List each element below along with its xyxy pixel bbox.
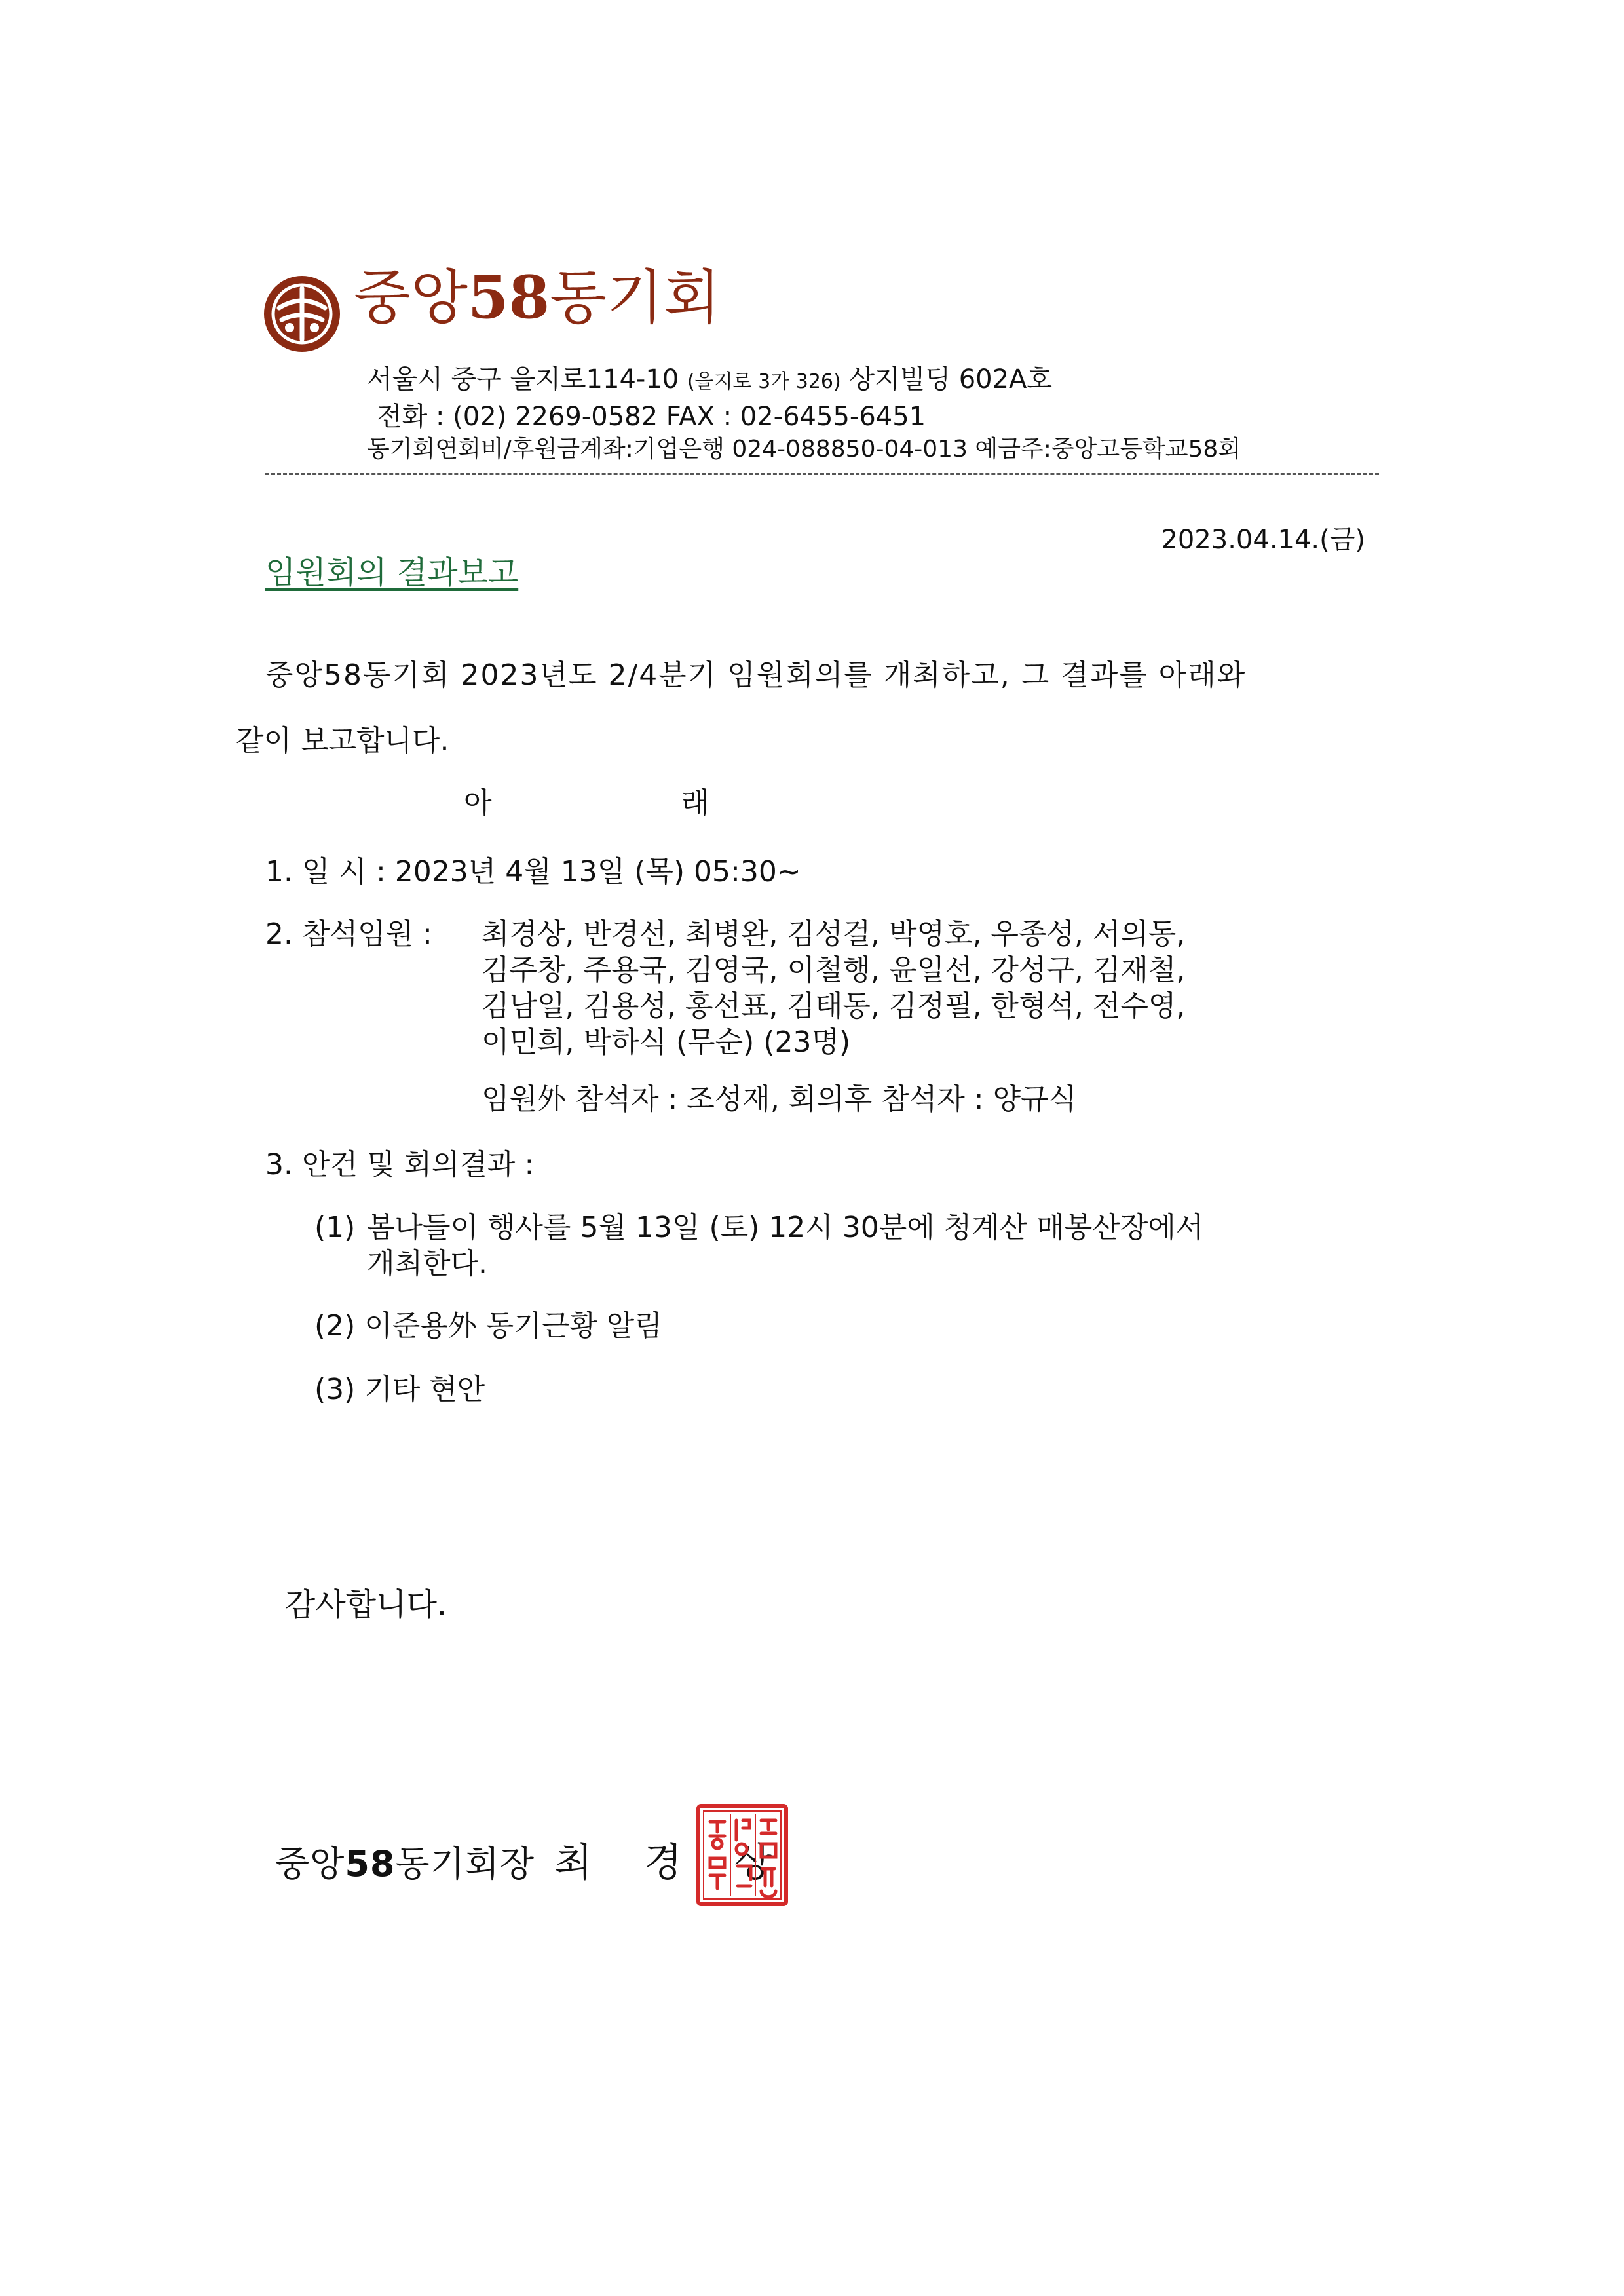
signature-line: 중앙58동기회장 최 경 상 [275, 1840, 792, 1886]
below-label-left: 아 [464, 786, 492, 820]
attendees-line: 김주창, 주용국, 김영국, 이철행, 윤일선, 강성구, 김재철, [482, 953, 1186, 987]
agenda-sub2: (2) 이준용外 동기근황 알림 [314, 1309, 662, 1343]
org-logo-emblem [262, 274, 342, 354]
org-name-logo: 중앙58동기회 [354, 263, 721, 332]
address-line: 서울시 중구 을지로114-10 (을지로 3가 326) 상지빌딩 602A호 [367, 364, 1053, 394]
header-divider [265, 473, 1379, 475]
agenda-sub1-line1: 봄나들이 행사를 5월 13일 (토) 12시 30분에 청계산 매봉산장에서 [367, 1211, 1204, 1244]
item-attendees-label: 2. 참석임원 : [265, 917, 432, 951]
agenda-sub3: (3) 기타 현안 [314, 1373, 485, 1406]
agenda-sub1-line2: 개최한다. [367, 1247, 488, 1280]
item-date-time: 1. 일 시 : 2023년 4월 13일 (목) 05:30~ [265, 855, 801, 889]
agenda-sub1-number: (1) [314, 1211, 356, 1244]
closing-thanks: 감사합니다. [285, 1586, 447, 1623]
phone-fax-line: 전화 : (02) 2269-0582 FAX : 02-6455-6451 [377, 402, 926, 432]
signatory-name: 최 경 상 [554, 1840, 792, 1886]
intro-paragraph-line1: 중앙58동기회 2023년도 2/4분기 임원회의를 개최하고, 그 결과를 아래와 [265, 659, 1247, 692]
attendees-line: 김남일, 김용성, 홍선표, 김태동, 김정필, 한형석, 전수영, [482, 989, 1186, 1023]
below-label-right: 래 [681, 786, 709, 820]
item-agenda: 3. 안건 및 회의결과 : [265, 1148, 535, 1181]
document-date: 2023.04.14.(금) [1161, 525, 1365, 555]
account-line: 동기회연회비/후원금계좌:기업은행 024-088850-04-013 예금주:중앙고등학교58회 [367, 436, 1241, 463]
official-seal-stamp [696, 1803, 789, 1907]
document-title: 임원회의 결과보고 [265, 554, 519, 591]
attendees-line: 이민희, 박하식 (무순) (23명) [482, 1025, 851, 1059]
intro-paragraph-line2: 같이 보고합니다. [236, 724, 449, 757]
other-attendees: 임원外 참석자 : 조성재, 회의후 참석자 : 양규식 [482, 1082, 1077, 1116]
attendees-line: 최경상, 반경선, 최병완, 김성걸, 박영호, 우종성, 서의동, [482, 917, 1186, 951]
